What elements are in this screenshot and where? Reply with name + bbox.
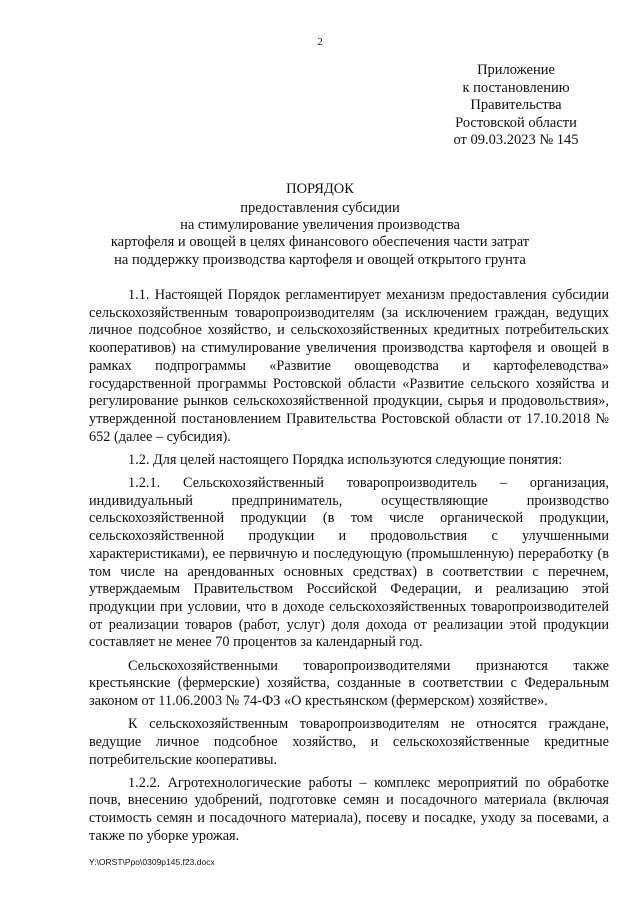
appendix-line: Ростовской области [455,114,577,131]
paragraph-1-2-1: 1.2.1. Сельскохозяйственный товаропроизводитель – организация, индивидуальный предприниматель, осуществляющие производство сельскохозяйственной продукции (в том числе органической продукции, сельскохозяйственной продукции и продовольствия с улучшенными характеристиками), ее первичную и последующую (промышленную) переработку (в том числе на арендованных основных средствах) в соответствии с перечнем, утверждаемым Правительством Российской Федерации, и реализацию этой продукции при условии, что в доходе сельскохозяйственных товаропроизводителей от реализации товаров (работ, услуг) доля дохода от реализации этой продукции составляет не менее 70 процентов за календарный год. [89,475,609,651]
subtitle-line: предоставления субсидии [240,200,400,216]
subtitle-line: на стимулирование увеличения производства [180,217,460,234]
subtitle-line: на поддержку производства картофеля и овощей открытого грунта [114,251,526,268]
footer-file-path: Y:\ORST\Ppo\0309p145.f23.docx [89,857,215,867]
paragraph-1-1: 1.1. Настоящей Порядок регламентирует механизм предоставления субсидии сельскохозяйственным товаропроизводителям (за исключением граждан, ведущих личное подсобное хозяйство, и сельскохозяйственных кредитных потребительских кооперативов) на стимулирование увеличения производства картофеля и овощей в рамках подпрограммы «Развитие овощеводства и картофелеводства» государственной программы Ростовской области «Развитие сельского хозяйства и регулирование рынков сельскохозяйственной продукции, сырья и продовольствия», утвержденной постановлением Правительства Ростовской области от 17.10.2018 № 652 (далее – субсидия). [89,287,609,445]
paragraph-exclusions: К сельскохозяйственным товаропроизводителям не относятся граждане, ведущие личное подсобное хозяйство, и сельскохозяйственные кредитные потребительские кооперативы. [89,716,609,768]
appendix-line: к постановлению [462,79,570,96]
paragraph-1-2: 1.2. Для целей настоящего Порядка используются следующие понятия: [128,451,563,468]
page-number: 2 [317,36,323,48]
appendix-line: Правительства [470,97,562,113]
document-subtitle [92,200,548,269]
document-title: ПОРЯДОК [286,181,354,197]
appendix-block [436,62,596,150]
document-body [89,287,609,851]
subtitle-line: картофеля и овощей в целях финансового обеспечения части затрат [110,234,530,251]
paragraph-1-2-2: 1.2.2. Агротехнологические работы – комплекс мероприятий по обработке почв, внесению удобрений, подготовке семян и посадочного материала (включая стоимость семян и посадочного материала), посеву и посадке, уходу за посевами, а также по уборке урожая. [89,774,609,844]
appendix-line: от 09.03.2023 № 145 [453,132,579,148]
paragraph-farm-definition: Сельскохозяйственными товаропроизводителями признаются также крестьянские (фермерские) хозяйства, созданные в соответствии с Федеральным законом от 11.06.2003 № 74-ФЗ «О крестьянском (фермерском) хозяйстве». [89,657,609,709]
appendix-line: Приложение [477,62,555,78]
